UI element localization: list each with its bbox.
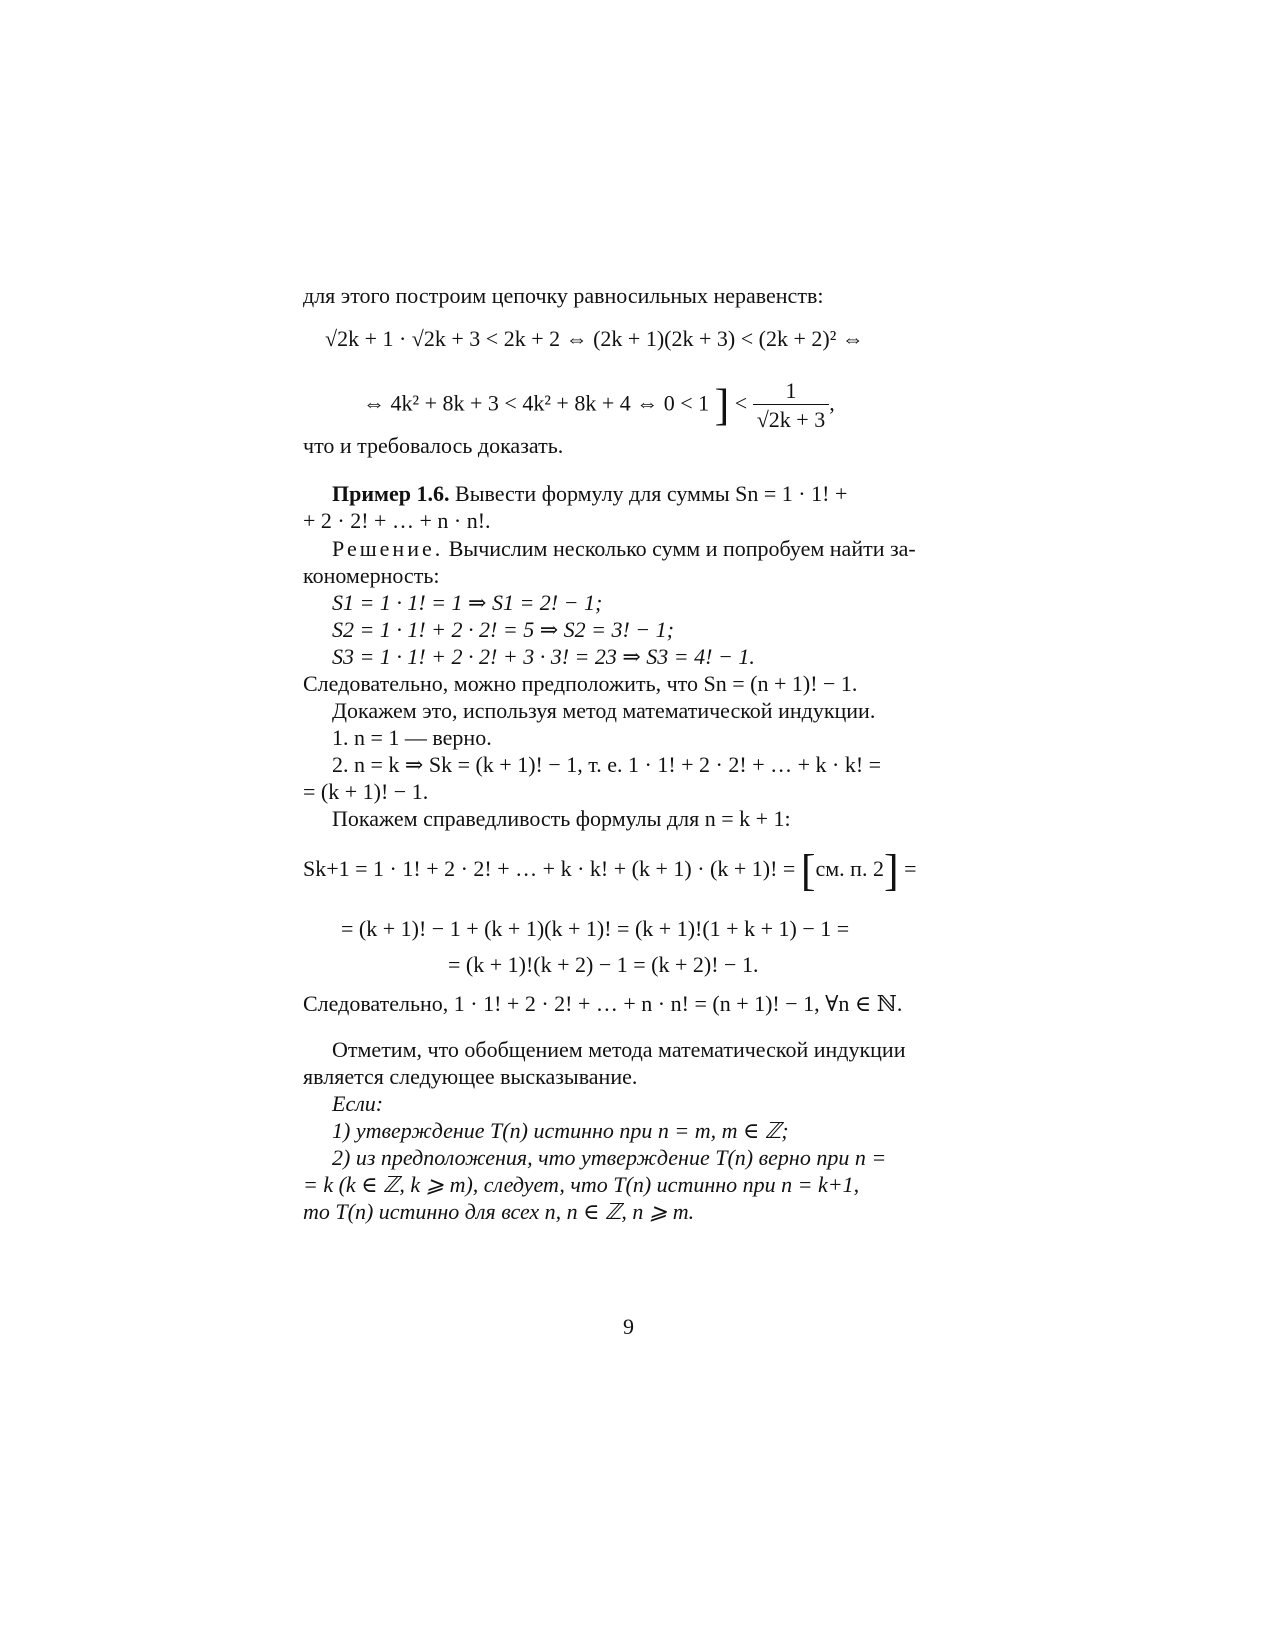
right-bracket: ] [883,845,899,895]
if-line: Если: [332,1091,384,1116]
hypothesis-line: Следовательно, можно предположить, что Sn = (n + 1)! − 1. [303,671,858,696]
fraction [753,378,829,433]
inequality-chain-line-2 [363,378,835,433]
condition-2: 2) из предположения, что утверждение T(n) верно при n = [332,1145,887,1170]
solution-text: Вычислим несколько сумм и попробуем найти за- [443,536,916,561]
step-2: 2. n = k ⇒ Sk = (k + 1)! − 1, т. е. 1 · 1! + 2 · 2! + … + k · k! = [332,752,882,777]
example-label: Пример 1.6. [332,481,450,506]
generalization-line-2: является следующее высказывание. [303,1064,638,1089]
fraction-numerator: 1 [785,378,797,403]
induction-equation-3: = (k + 1)!(k + 2) − 1 = (k + 2)! − 1. [448,952,759,977]
page-body [303,0,975,1651]
induction-equation-1 [303,845,917,895]
condition-1: 1) утверждение T(n) истинно при n = m, m ∈ ℤ; [332,1118,789,1143]
closing-bracket: ] [714,380,730,430]
show-line: Покажем справедливость формулы для n = k + 1: [332,806,791,831]
fraction-denominator: √2k + 3 [753,404,829,433]
solution-label: Решение. [332,536,444,561]
intro-line: для этого построим цепочку равносильных неравенств: [303,283,824,308]
induction-equation-2: = (k + 1)! − 1 + (k + 1)(k + 1)! = (k + 1)!(1 + k + 1) − 1 = [341,916,850,941]
inequality-chain-left: ⇔ 4k² + 8k + 3 < 4k² + 8k + 4 ⇔ 0 < 1 [363,390,710,416]
generalization-line-1: Отметим, что обобщением метода математической индукции [332,1037,906,1062]
example-heading [332,480,847,508]
conclusion-line: Следовательно, 1 · 1! + 2 · 2! + … + n · n! = (n + 1)! − 1, ∀n ∈ ℕ. [303,991,903,1016]
sum-s3: S3 = 1 · 1! + 2 · 2! + 3 · 3! = 23 ⇒ S3 = 4! − 1. [332,644,755,669]
equals-sign: = [904,856,917,881]
trailing-comma: , [829,390,835,416]
step-1: 1. n = 1 — верно. [332,725,492,750]
prove-line: Докажем это, используя метод математической индукции. [332,698,876,723]
induction-equation-left: Sk+1 = 1 · 1! + 2 · 2! + … + k · k! + (k + 1) · (k + 1)! = [303,856,796,881]
page-number: 9 [623,1314,634,1339]
left-bracket: [ [800,845,816,895]
proved-line: что и требовалось доказать. [303,433,564,458]
example-text-cont: + 2 · 2! + … + n · n!. [303,508,491,533]
step-2-cont: = (k + 1)! − 1. [303,779,429,804]
condition-2-cont: = k (k ∈ ℤ, k ⩾ m), следует, что T(n) истинно при n = k+1, [303,1172,860,1197]
solution-text-cont: кономерность: [303,563,440,588]
sum-s2: S2 = 1 · 1! + 2 · 2! = 5 ⇒ S2 = 3! − 1; [332,617,674,642]
sum-s1: S1 = 1 · 1! = 1 ⇒ S1 = 2! − 1; [332,590,603,615]
conclusion-statement: то T(n) истинно для всех n, n ∈ ℤ, n ⩾ m. [303,1199,695,1224]
inequality-chain-line-1: √2k + 1 · √2k + 3 < 2k + 2 ⇔ (2k + 1)(2k + 3) < (2k + 2)² ⇔ [325,326,864,351]
less-than-sign: < [734,390,748,416]
solution-line [332,535,916,563]
example-text: Вывести формулу для суммы Sn = 1 · 1! + [455,481,848,506]
reference-text: см. п. 2 [815,856,884,881]
